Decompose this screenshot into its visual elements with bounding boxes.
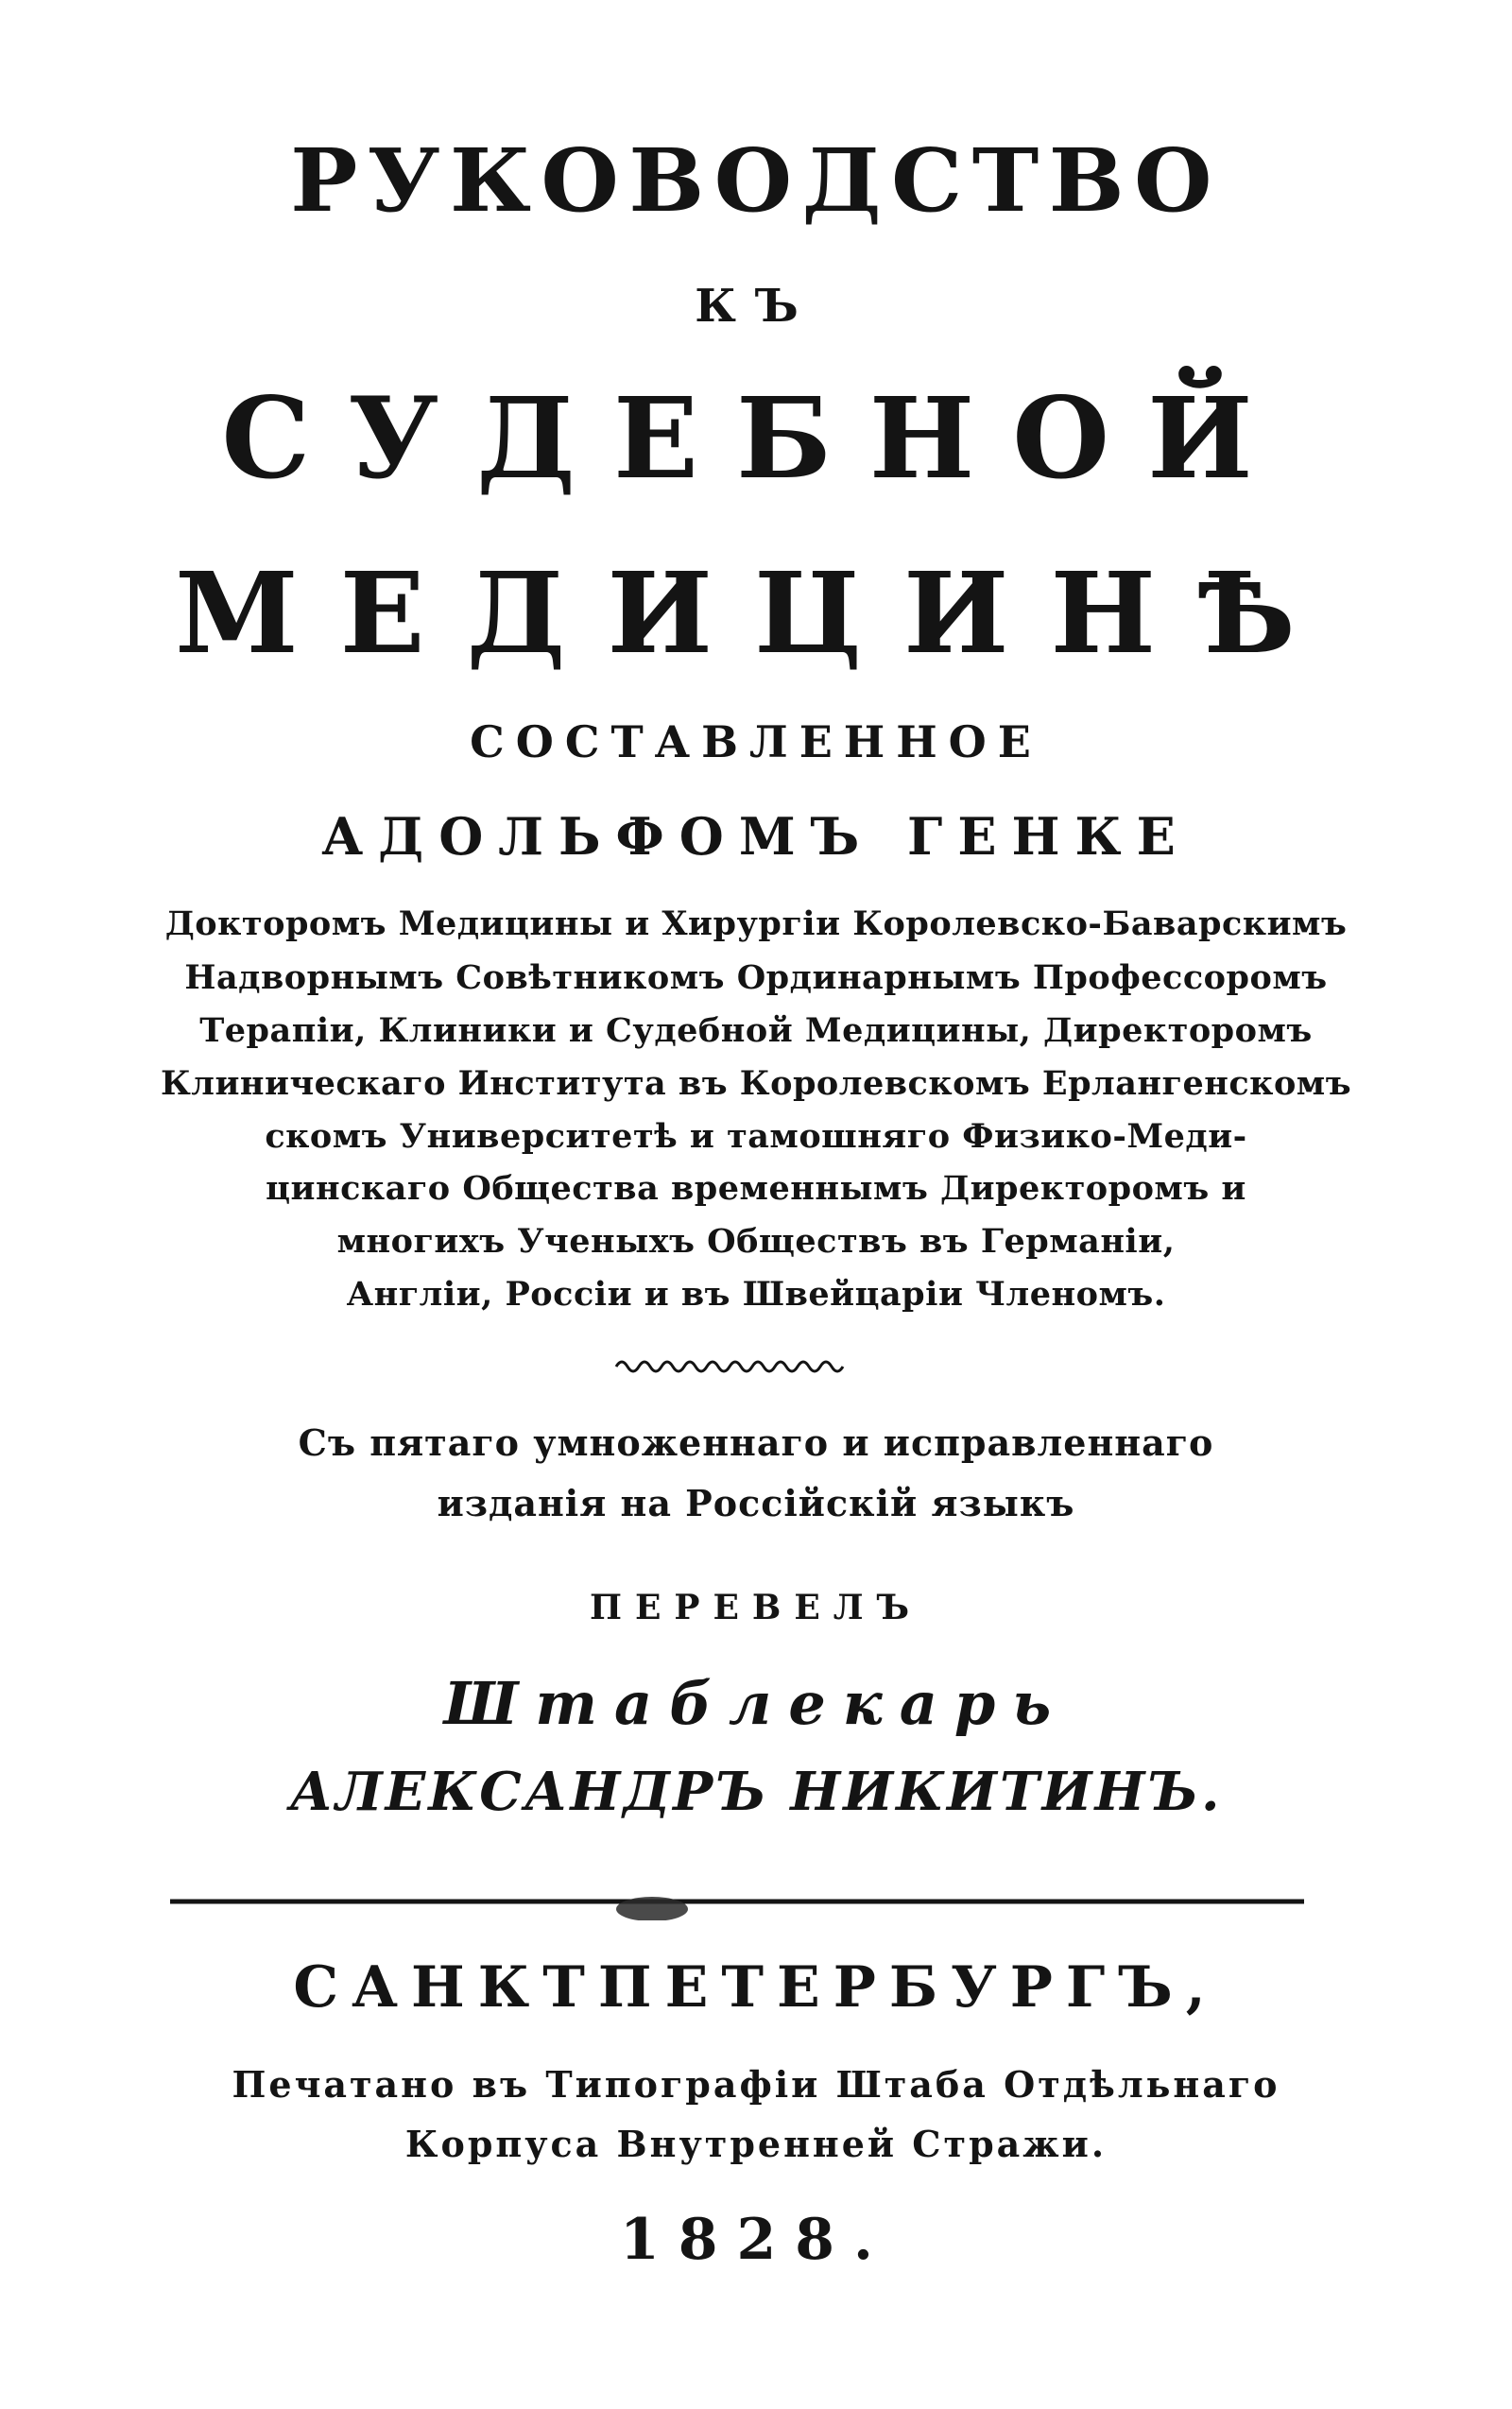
credentials-line: цинскаго Общества временнымъ Директоромъ и [266, 1169, 1246, 1208]
credentials-line: Надворнымъ Совѣтникомъ Ординарнымъ Профессоромъ [184, 958, 1328, 997]
printer-line: Печатано въ Типографіи Штаба Отдѣльнаго [232, 2063, 1280, 2106]
translator-rank: Штаблекарь [443, 1669, 1069, 1738]
credentials-line: скомъ Университетѣ и тамошняго Физико-Меди- [265, 1117, 1247, 1156]
horizontal-rule [170, 1892, 1304, 1920]
credentials-line: Терапіи, Клиники и Судебной Медицины, Директоромъ [199, 1011, 1313, 1050]
edition-line: Съ пятаго умноженнаго и исправленнаго [298, 1421, 1214, 1464]
credentials-line: Докторомъ Медицины и Хирургіи Королевско-Баварскимъ [164, 904, 1348, 943]
publication-year: 1828. [620, 2207, 892, 2273]
title-line-2: КЪ [695, 280, 817, 333]
composed-label: СОСТАВЛЕННОЕ [470, 716, 1042, 767]
ornamental-wavy-divider [614, 1353, 850, 1376]
author-name: АДОЛЬФОМЪ ГЕНКЕ [321, 806, 1191, 867]
imprint-city: САНКТПЕТЕРБУРГЪ, [293, 1954, 1219, 2021]
printer-line: Корпуса Внутренней Стражи. [404, 2123, 1108, 2165]
title-line-1: РУКОВОДСТВО [290, 129, 1222, 232]
credentials-line: Англіи, Россіи и въ Швейцаріи Членомъ. [346, 1275, 1166, 1314]
credentials-line: Клиническаго Института въ Королевскомъ Ерлангенскомъ [160, 1064, 1352, 1103]
translated-label: ПЕРЕВЕЛЪ [589, 1588, 923, 1627]
translator-name: АЛЕКСАНДРЪ НИКИТИНЪ. [289, 1761, 1223, 1823]
credentials-line: многихъ Ученыхъ Обществъ въ Германіи, [336, 1222, 1176, 1261]
title-line-3: СУДЕБНОЙ [221, 372, 1291, 504]
title-line-4: МЕДИЦИНѢ [175, 547, 1337, 679]
edition-line: изданія на Россійскій языкъ [437, 1482, 1075, 1524]
